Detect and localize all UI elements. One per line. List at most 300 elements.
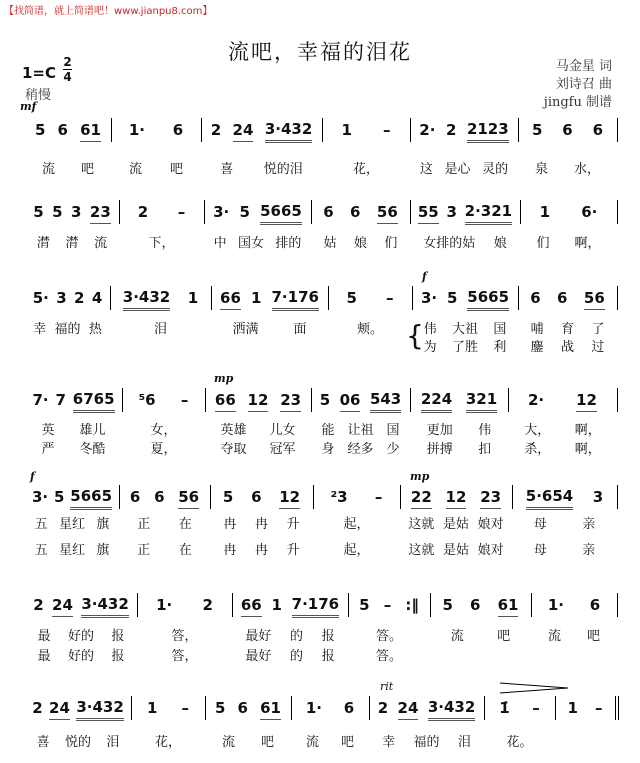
lyric-measure — [214, 539, 309, 558]
note-group: 5 — [222, 488, 234, 506]
lyric-syllable: 花， — [352, 162, 379, 177]
lyric-syllable: 泪 — [106, 735, 120, 750]
bar-line — [131, 696, 132, 720]
lyric-syllable: 夺取 — [220, 442, 247, 457]
note-group: 2123 — [467, 120, 509, 143]
notes-row — [0, 202, 640, 224]
dynamic-mp: mp — [410, 470, 430, 483]
lyric-measure — [404, 513, 508, 532]
bar-line — [555, 696, 556, 720]
lyric-syllable: 悦的 — [64, 735, 91, 750]
note-group: 3·432 — [81, 595, 128, 618]
note-group: 61 — [498, 596, 519, 617]
measure — [326, 120, 406, 142]
lyrics-line-1 — [0, 625, 640, 643]
lyric-syllable: 幸 — [33, 322, 47, 337]
bar-line — [400, 485, 401, 509]
key-signature: 1=C — [22, 64, 57, 82]
note-group: 56 — [377, 203, 398, 224]
lyric-measure — [209, 731, 287, 750]
lyric-measure — [295, 731, 365, 750]
lyric-measure — [135, 731, 201, 750]
lyric-syllable: 冉 — [223, 517, 237, 532]
time-top: 2 — [63, 55, 72, 69]
lyric-syllable: 娘对 — [477, 543, 504, 558]
lyric-syllable: 的 — [289, 629, 303, 644]
lyric-syllable: 流 — [41, 162, 55, 177]
note-group: 3 — [592, 488, 604, 506]
note-group: 2· — [419, 121, 436, 139]
lyric-syllable: 在 — [178, 543, 192, 558]
lyric-syllable: 母 — [533, 543, 547, 558]
note-group: 1· — [547, 596, 564, 614]
bar-line — [410, 388, 411, 412]
note-group: 5 — [359, 596, 370, 614]
lyric-syllable: 灵的 — [482, 162, 509, 177]
lyric-syllable: 旗 — [96, 517, 110, 532]
lyric-syllable: 最 — [37, 629, 51, 644]
time-signature — [63, 56, 72, 83]
bar-line — [369, 696, 370, 720]
lyric-syllable: 了 — [591, 322, 605, 337]
lyric-measure — [414, 158, 514, 177]
bar-line — [617, 286, 618, 310]
note-group: 6 — [592, 121, 604, 139]
lyric-syllable: 五 — [34, 517, 48, 532]
measure — [416, 288, 514, 310]
transcriber-credit: jingfu 制谱 — [543, 95, 612, 110]
lyric-measure — [522, 336, 613, 355]
lyric-syllable: 花。 — [506, 735, 533, 750]
note-group: 7 — [55, 391, 66, 409]
notes-row — [0, 487, 640, 509]
lyric-syllable: 排的 — [275, 236, 302, 251]
measure — [209, 698, 287, 720]
lyric-syllable: 这就 — [408, 543, 435, 558]
bar-line — [211, 286, 212, 310]
note-group: – — [374, 488, 383, 506]
note-group: 321 — [466, 390, 497, 413]
notes-row — [0, 698, 640, 720]
measure — [115, 120, 197, 142]
note-group: 24 — [49, 699, 70, 720]
lyric-measure — [326, 158, 406, 177]
lyric-syllable: 哺 — [530, 322, 544, 337]
note-group: 5· — [32, 289, 49, 307]
measure — [209, 390, 307, 412]
lyrics-line-2 — [0, 539, 640, 557]
lyric-measure — [315, 419, 406, 438]
note-group: 1 — [341, 121, 352, 139]
lyrics-line-2 — [0, 336, 640, 354]
lyrics-line-1 — [0, 232, 640, 250]
lyric-syllable: 娘对 — [477, 517, 504, 532]
lyric-syllable: 吧 — [586, 629, 600, 644]
lyric-syllable: 过 — [591, 340, 605, 355]
note-group: 224 — [421, 390, 452, 413]
lyric-syllable: 流 — [547, 629, 561, 644]
lyric-syllable: 冠军 — [269, 442, 296, 457]
lyric-measure — [215, 318, 324, 337]
lyric-measure — [236, 645, 344, 664]
lyric-syllable: 雄儿 — [79, 423, 106, 438]
measure — [29, 288, 106, 310]
bar-line — [328, 286, 329, 310]
lyric-syllable: 起， — [343, 517, 370, 532]
lyric-syllable: 最好 — [245, 629, 272, 644]
lyric-syllable: 杀， — [524, 442, 551, 457]
note-group: 6 — [251, 488, 262, 506]
note-group: 3· — [31, 488, 49, 506]
lyric-syllable: 让祖 — [347, 423, 374, 438]
lyric-syllable: 啊， — [574, 236, 601, 251]
lyric-syllable: 悦的泪 — [263, 162, 303, 177]
note-group: 66 — [215, 391, 236, 412]
composer-credit: 刘诗召 曲 — [555, 77, 612, 92]
lyric-measure — [29, 625, 133, 644]
note-group: 1 — [250, 289, 262, 307]
lyric-syllable: 热 — [88, 322, 102, 337]
note-group: 6· — [581, 203, 598, 221]
bar-line — [122, 388, 123, 412]
lyric-measure — [535, 625, 613, 644]
lyric-syllable: 啊， — [574, 423, 601, 438]
lyric-syllable: 们 — [384, 236, 398, 251]
note-group: 2 — [137, 203, 149, 221]
note-group: ²3 — [330, 488, 348, 506]
note-group: 23 — [480, 488, 501, 509]
lyric-syllable: 流 — [450, 629, 464, 644]
decrescendo-hairpin — [500, 682, 568, 694]
lyric-syllable: 英 — [41, 423, 55, 438]
note-group: 1 — [567, 699, 578, 717]
measure — [559, 698, 611, 720]
note-group: 6 — [350, 203, 361, 221]
lyric-syllable: 少 — [386, 442, 400, 457]
note-group: 24 — [233, 121, 254, 142]
lyrics-line-1 — [0, 318, 640, 336]
measure — [114, 288, 207, 310]
lyric-syllable: 流 — [94, 236, 108, 251]
lyric-syllable: 报 — [321, 629, 335, 644]
measure — [214, 487, 309, 509]
lyric-syllable: 好的 — [67, 629, 94, 644]
note-group: 2 — [32, 699, 43, 717]
lyric-syllable: 水， — [573, 162, 600, 177]
lyric-syllable: 颊。 — [356, 322, 383, 337]
lyric-measure — [114, 318, 207, 337]
lyric-syllable: 最好 — [245, 649, 272, 664]
lyric-syllable: 下， — [148, 236, 175, 251]
lyric-syllable: 的 — [289, 649, 303, 664]
note-group: 3·432 — [428, 698, 475, 721]
measure — [29, 698, 127, 720]
note-group: 5 — [531, 121, 543, 139]
bar-line — [412, 286, 413, 310]
lyric-measure — [209, 438, 307, 457]
note-group: 12 — [446, 488, 467, 509]
note-group: 2· — [527, 391, 545, 409]
note-group: 2 — [33, 596, 44, 614]
note-group: 3 — [56, 289, 67, 307]
measure — [29, 390, 118, 412]
lyric-syllable: 吧 — [260, 735, 274, 750]
note-group: 1̇ — [499, 699, 510, 717]
lyric-measure — [416, 336, 514, 355]
note-group: 3· — [420, 289, 438, 307]
note-group: 1· — [128, 121, 145, 139]
lyric-syllable: 升 — [286, 543, 300, 558]
notes-row — [0, 595, 640, 617]
bar-line — [205, 696, 206, 720]
bar-line — [210, 485, 211, 509]
bar-line — [232, 593, 233, 617]
measure — [373, 698, 480, 720]
note-group: 06 — [340, 391, 361, 412]
measure — [404, 487, 508, 509]
dynamic-f: f — [30, 470, 35, 483]
note-group: 6 — [343, 699, 355, 717]
note-group: 24 — [398, 699, 419, 720]
lyric-measure — [352, 645, 426, 664]
note-group: ⁵6 — [138, 391, 156, 409]
lyric-syllable: 啊， — [574, 442, 601, 457]
measure — [352, 595, 426, 617]
lyric-measure — [524, 232, 613, 251]
site-banner: 【找简谱，就上简谱吧！www.jianpu8.com】 — [4, 6, 213, 17]
lyric-measure — [373, 731, 480, 750]
lyric-measure — [208, 232, 307, 251]
note-group: – — [177, 203, 186, 221]
lyric-measure — [214, 513, 309, 532]
lyric-syllable: 洒满 — [232, 322, 259, 337]
lyric-measure — [315, 232, 406, 251]
lyric-syllable: 冉 — [223, 543, 237, 558]
lyric-measure — [414, 232, 516, 251]
lyric-measure — [516, 513, 613, 532]
note-group: – — [594, 699, 603, 717]
note-group: 55 — [418, 203, 439, 224]
lyric-syllable: 福的 — [54, 322, 81, 337]
measure — [29, 595, 133, 617]
dynamic-mf: mf — [20, 100, 37, 113]
lyric-syllable: 吧 — [340, 735, 354, 750]
lyric-syllable: 星红 — [58, 517, 85, 532]
note-group: 6 — [129, 488, 141, 506]
lyric-syllable: 潸 — [65, 236, 79, 251]
lyric-syllable: 是姑 — [442, 543, 469, 558]
note-group: 56 — [178, 488, 199, 509]
lyrics-line-1 — [0, 158, 640, 176]
lyric-measure — [123, 513, 206, 532]
lyric-syllable: 面 — [293, 322, 307, 337]
lyric-syllable: 了胜 — [451, 340, 478, 355]
lyric-syllable: 泪 — [457, 735, 471, 750]
bar-line — [119, 200, 120, 224]
lyric-syllable: 报 — [111, 649, 125, 664]
lyric-syllable: 利 — [493, 340, 507, 355]
note-group: 5 — [239, 203, 250, 221]
ritardando-marking: rit — [380, 680, 394, 693]
measure — [315, 390, 406, 412]
note-group: 1 — [147, 699, 158, 717]
lyric-measure — [115, 158, 197, 177]
measure — [126, 390, 201, 412]
lyric-measure — [414, 419, 504, 438]
measure — [332, 288, 408, 310]
note-group: 1· — [305, 699, 322, 717]
note-group: – — [180, 391, 189, 409]
lyricist-credit: 马金星 词 — [555, 59, 612, 74]
note-group: 3·432 — [265, 120, 312, 143]
lyric-syllable: 拼搏 — [426, 442, 453, 457]
bar-line — [205, 388, 206, 412]
lyric-syllable: 这 — [419, 162, 433, 177]
bar-line — [410, 200, 411, 224]
note-group: 61 — [260, 699, 281, 720]
bar-line — [204, 200, 205, 224]
lyric-measure — [516, 539, 613, 558]
note-group: 6 — [57, 121, 68, 139]
lyric-measure — [317, 539, 396, 558]
lyrics-line-2 — [0, 645, 640, 663]
lyric-syllable: 冬酷 — [79, 442, 106, 457]
lyric-measure — [29, 419, 118, 438]
measure — [512, 390, 613, 412]
bar-line — [119, 485, 120, 509]
lyrics-line-1 — [0, 731, 640, 749]
lyric-measure — [29, 539, 115, 558]
note-group: 1 — [539, 203, 551, 221]
note-group: 6 — [237, 699, 248, 717]
lyric-syllable: 正 — [137, 517, 151, 532]
note-group: 6 — [323, 203, 334, 221]
note-group: 6 — [530, 289, 541, 307]
song-title: 流吧，幸福的泪花 — [228, 40, 412, 64]
measure — [205, 120, 318, 142]
bar-line — [531, 593, 532, 617]
lyric-syllable: 亲 — [582, 517, 596, 532]
lyric-syllable: 大祖 — [451, 322, 478, 337]
lyric-syllable: 冉 — [254, 517, 268, 532]
note-group: 61 — [80, 121, 101, 142]
credits — [544, 58, 612, 112]
lyric-syllable: 娘 — [493, 236, 507, 251]
dynamic-mp: mp — [214, 372, 234, 385]
lyric-measure — [205, 158, 318, 177]
lyric-syllable: 母 — [533, 517, 547, 532]
lyric-syllable: 亲 — [582, 543, 596, 558]
bar-line — [137, 593, 138, 617]
lyric-syllable: 答， — [171, 649, 198, 664]
note-group: 4 — [91, 289, 103, 307]
lyric-syllable: 幸 — [382, 735, 396, 750]
note-group: :‖ — [405, 596, 419, 614]
lyric-syllable: 英雄 — [220, 423, 247, 438]
lyric-syllable: 正 — [137, 543, 151, 558]
lyric-syllable: 报 — [321, 649, 335, 664]
measure — [236, 595, 344, 617]
bar-line — [518, 286, 519, 310]
note-group: – — [385, 289, 394, 307]
note-group: 5 — [446, 289, 458, 307]
lyric-syllable: 五 — [34, 543, 48, 558]
bar-line — [291, 696, 292, 720]
measure — [522, 288, 613, 310]
lyric-syllable: 这就 — [408, 517, 435, 532]
lyric-syllable: 报 — [111, 629, 125, 644]
note-group: 5 — [442, 596, 453, 614]
note-group: 5 — [346, 289, 357, 307]
note-group: 5·654 — [526, 487, 573, 510]
note-group: 3· — [213, 203, 230, 221]
measure — [141, 595, 228, 617]
lyric-measure — [123, 539, 206, 558]
note-group: 5 — [53, 488, 65, 506]
lyric-measure — [29, 232, 115, 251]
bar-line — [518, 118, 519, 142]
note-group: 22 — [411, 488, 432, 509]
lyric-measure — [126, 438, 201, 457]
lyric-syllable: 在 — [178, 517, 192, 532]
lyric-syllable: 喜 — [36, 735, 50, 750]
lyric-syllable: 经多 — [347, 442, 374, 457]
measure — [317, 487, 396, 509]
note-group: 2·321 — [465, 202, 512, 225]
lyric-measure — [522, 158, 613, 177]
lyric-syllable: 答。 — [375, 649, 402, 664]
lyric-syllable: 吧 — [169, 162, 183, 177]
lyric-measure — [317, 513, 396, 532]
note-group: 1 — [271, 596, 282, 614]
note-group: 6 — [589, 596, 601, 614]
note-group: 6 — [154, 488, 165, 506]
note-group: 6 — [470, 596, 481, 614]
lyric-syllable: 花， — [154, 735, 181, 750]
lyric-syllable: 起， — [343, 543, 370, 558]
dynamic-f: f — [422, 270, 427, 283]
bar-line — [615, 696, 621, 720]
measure — [414, 120, 514, 142]
note-group: 5665 — [467, 288, 509, 311]
lyric-syllable: 伟 — [478, 423, 492, 438]
note-group: 7·176 — [272, 288, 319, 311]
lyric-measure — [416, 318, 514, 337]
lyric-measure — [29, 318, 106, 337]
lyric-syllable: 身 — [321, 442, 335, 457]
note-group: 24 — [52, 596, 73, 617]
note-group: 6 — [562, 121, 573, 139]
lyric-syllable: 育 — [560, 322, 574, 337]
lyrics-line-1 — [0, 419, 640, 437]
note-group: – — [382, 121, 391, 139]
lyric-measure — [141, 645, 228, 664]
notes-row — [0, 390, 640, 412]
bar-line — [201, 118, 202, 142]
lyric-syllable: 姑 — [323, 236, 337, 251]
note-group: 5 — [33, 203, 44, 221]
bar-line — [110, 286, 111, 310]
note-group: 2 — [210, 121, 222, 139]
note-group: 3·432 — [123, 288, 170, 311]
lyric-syllable: 答。 — [375, 629, 402, 644]
lyric-syllable: 们 — [536, 236, 550, 251]
lyric-syllable: 答， — [171, 629, 198, 644]
measure — [488, 698, 551, 720]
note-group: – — [532, 699, 540, 717]
notes-row — [0, 288, 640, 310]
measure — [123, 487, 206, 509]
